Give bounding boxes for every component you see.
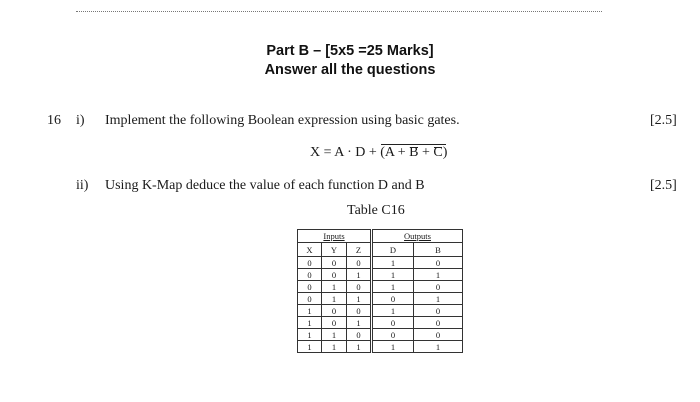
table-cell: 1: [414, 341, 463, 353]
table-cell: 0: [298, 269, 322, 281]
table-cell: 1: [322, 293, 347, 305]
table-cell: 0: [322, 269, 347, 281]
expr-bar-b: B: [409, 145, 419, 160]
table-cell: 1: [347, 317, 372, 329]
table-cell: 0: [347, 257, 372, 269]
outputs-group-header: Outputs: [372, 230, 463, 243]
part-i-text: Implement the following Boolean expression using basic gates.: [105, 113, 460, 128]
table-cell: 1: [298, 305, 322, 317]
table-cell: 0: [298, 281, 322, 293]
table-row: [298, 329, 463, 341]
table-row: [298, 269, 463, 281]
table-cell: 0: [414, 305, 463, 317]
table-cell: 0: [298, 293, 322, 305]
table-cell: 0: [372, 329, 414, 341]
expr-close: ): [442, 145, 448, 160]
table-cell: 1: [322, 341, 347, 353]
question-number: 16: [47, 113, 61, 128]
table-cell: 0: [414, 257, 463, 269]
table-row: [298, 317, 463, 329]
part-ii-marks: [2.5]: [650, 178, 677, 193]
table-cell: 1: [372, 269, 414, 281]
inputs-group-header: Inputs: [298, 230, 372, 243]
table-cell: 1: [322, 329, 347, 341]
part-ii-label: ii): [76, 178, 89, 193]
table-cell: 1: [347, 269, 372, 281]
table-cell: 1: [372, 341, 414, 353]
table-cell: 1: [298, 329, 322, 341]
part-title: Part B – [5x5 =25 Marks]: [266, 43, 434, 59]
table-cell: 0: [414, 329, 463, 341]
table-cell: 0: [347, 305, 372, 317]
part-i-label: i): [76, 113, 85, 128]
table-row: [298, 281, 463, 293]
b-overbar: [410, 147, 417, 148]
table-row: [298, 305, 463, 317]
table-cell: 0: [414, 281, 463, 293]
c-overbar: [434, 147, 441, 148]
table-cell: 1: [347, 341, 372, 353]
col-header-b: B: [414, 243, 463, 257]
table-cell: 0: [322, 317, 347, 329]
expr-plus: +: [418, 145, 434, 160]
instruction-text: Answer all the questions: [264, 62, 436, 78]
table-cell: 0: [372, 317, 414, 329]
table-cell: 1: [298, 341, 322, 353]
table-row: [298, 341, 463, 353]
table-row: [298, 257, 463, 269]
col-header-y: Y: [322, 243, 347, 257]
expr-term1: A · D +: [334, 145, 381, 160]
expression-overbar: [381, 144, 446, 145]
col-header-x: X: [298, 243, 322, 257]
table-cell: 1: [414, 269, 463, 281]
table-cell: 1: [322, 281, 347, 293]
dotted-separator: [76, 11, 602, 12]
expr-bar-c: C: [433, 145, 443, 160]
boolean-expression: [310, 145, 447, 161]
table-cell: 0: [414, 317, 463, 329]
table-cell: 0: [322, 305, 347, 317]
part-i-marks: [2.5]: [650, 113, 677, 128]
expr-open: (A +: [380, 145, 410, 160]
table-cell: 0: [372, 293, 414, 305]
table-cell: 1: [372, 305, 414, 317]
table-cell: 0: [322, 257, 347, 269]
col-header-d: D: [372, 243, 414, 257]
table-cell: 1: [372, 257, 414, 269]
expr-lhs: X: [310, 145, 321, 160]
col-header-z: Z: [347, 243, 372, 257]
part-ii-text: Using K-Map deduce the value of each function D and B: [105, 178, 425, 193]
table-cell: 1: [298, 317, 322, 329]
table-cell: 0: [298, 257, 322, 269]
truth-table: [297, 229, 463, 353]
table-caption: Table C16: [347, 203, 405, 218]
table-cell: 1: [414, 293, 463, 305]
table-cell: 1: [372, 281, 414, 293]
table-row: [298, 293, 463, 305]
table-cell: 1: [347, 293, 372, 305]
expr-eq: =: [320, 145, 335, 160]
table-cell: 0: [347, 281, 372, 293]
table-cell: 0: [347, 329, 372, 341]
